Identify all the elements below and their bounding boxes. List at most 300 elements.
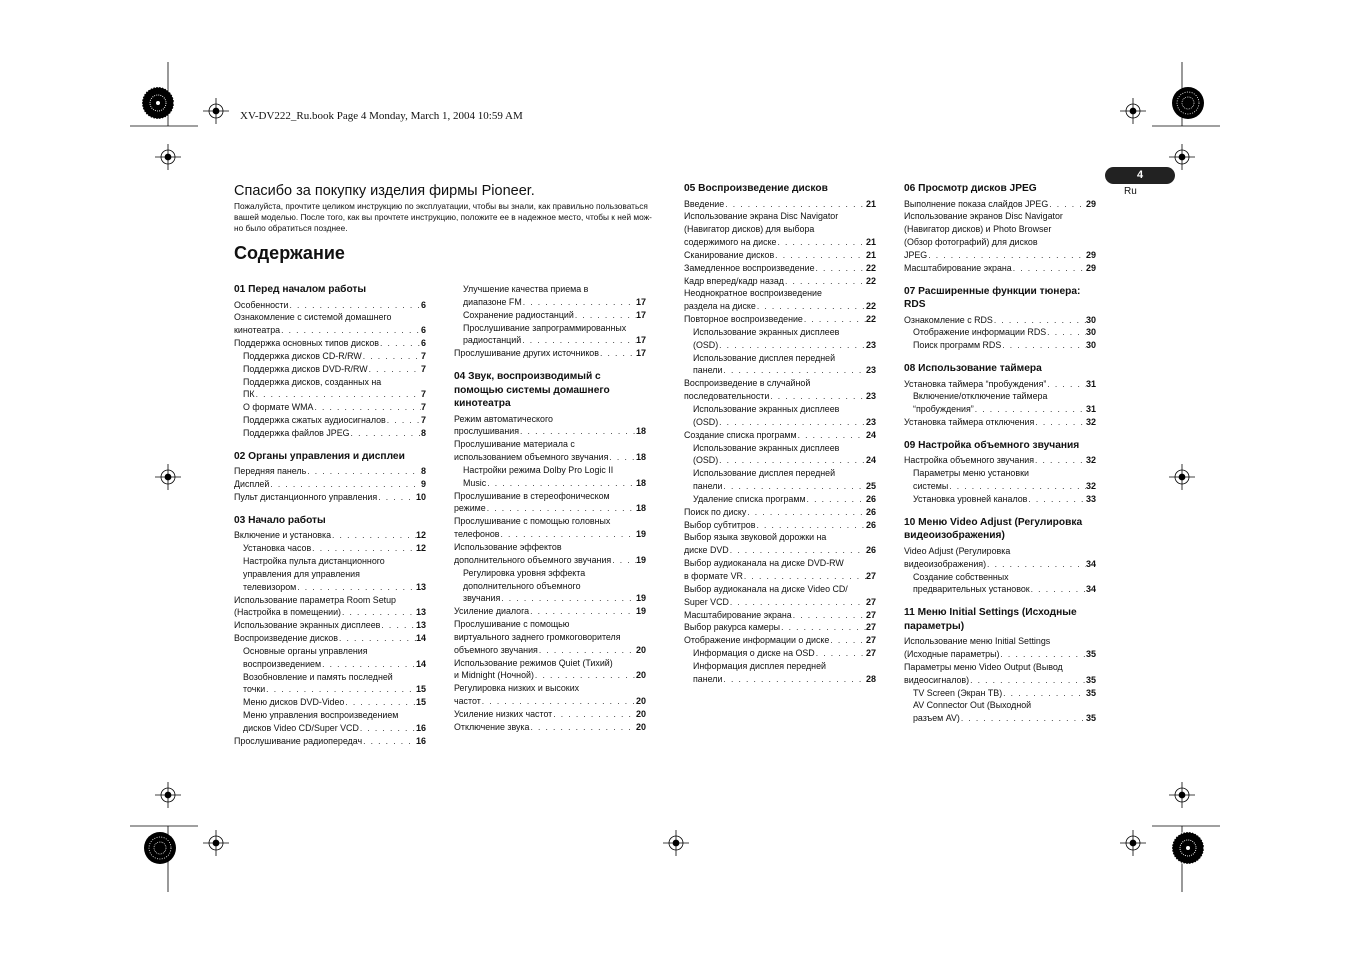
toc-entry-text: Использование экранных дисплеев (693, 442, 840, 453)
toc-entry-text: Установка часов (243, 543, 312, 554)
toc-page-number: 16 (415, 735, 426, 746)
toc-page-number: 20 (635, 696, 646, 707)
toc-section-title: 09 Настройка объемного звучания (904, 439, 1080, 451)
dot-leader (321, 658, 416, 671)
dot-leader (611, 554, 636, 567)
dot-leader (500, 528, 636, 541)
toc-entry-text: Масштабирование экрана (684, 609, 792, 620)
toc-entry[interactable] (684, 531, 876, 557)
dot-leader (386, 414, 421, 427)
starburst-bl-icon (144, 832, 176, 864)
toc-entry[interactable] (684, 493, 876, 506)
toc-page-number: 13 (415, 581, 426, 592)
toc-entry[interactable] (234, 350, 426, 363)
toc-section (904, 439, 1096, 506)
toc-entry[interactable] (684, 506, 876, 519)
toc-entry-text: Поддержка файлов JPEG (243, 427, 350, 438)
toc-entry[interactable] (234, 311, 426, 337)
toc-page-number: 6 (420, 338, 426, 349)
toc-entry[interactable] (904, 635, 1096, 661)
toc-entry-text: последовательности (684, 391, 770, 402)
toc-entry-text: кинотеатра (234, 325, 281, 336)
dot-leader (829, 634, 866, 647)
toc-entry[interactable] (234, 427, 426, 440)
toc-page-number: 26 (865, 519, 876, 530)
toc-page-number: 7 (420, 389, 426, 400)
toc-entry[interactable] (454, 438, 646, 464)
toc-column-3 (684, 180, 876, 686)
toc-entry[interactable] (454, 309, 646, 322)
toc-entry[interactable] (684, 198, 876, 211)
dot-leader (1030, 583, 1086, 596)
toc-entry-text: ПК (243, 389, 255, 400)
dot-leader (743, 570, 866, 583)
dot-leader (784, 275, 866, 288)
toc-entry-text: точки (243, 684, 266, 695)
toc-entry-text: телефонов (454, 529, 500, 540)
dot-leader (534, 669, 636, 682)
toc-page-number: 25 (865, 481, 876, 492)
dot-leader (529, 721, 636, 734)
toc-entry[interactable] (684, 442, 876, 468)
toc-entry-text: видеоизображения) (904, 558, 987, 569)
dot-leader (948, 480, 1086, 493)
dot-leader (1001, 339, 1086, 352)
toc-entry[interactable] (454, 322, 646, 348)
toc-page-number: 19 (635, 606, 646, 617)
toc-entry-text: (Настройка в помещении) (234, 607, 341, 618)
toc-entry[interactable] (904, 687, 1096, 700)
dot-leader (792, 609, 866, 622)
toc-entry[interactable] (904, 545, 1096, 571)
toc-entry-text: О формате WMA (243, 402, 314, 413)
dot-leader (780, 621, 866, 634)
page-number-tab: 4 (1105, 167, 1175, 184)
toc-page-number: 7 (420, 402, 426, 413)
toc-entry[interactable] (234, 529, 426, 542)
toc-entry-text: Сохранение радиостанций (463, 309, 574, 320)
toc-entry-text: TV Screen (Экран ТВ) (913, 687, 1003, 698)
toc-entry[interactable] (684, 429, 876, 442)
toc-entry-text: Выбор языка звуковой дорожки на (684, 532, 827, 543)
toc-entry[interactable] (684, 519, 876, 532)
toc-entry[interactable] (454, 464, 646, 490)
toc-entry[interactable] (454, 721, 646, 734)
toc-entry[interactable] (454, 682, 646, 708)
toc-section-title: 08 Использование таймера (904, 363, 1042, 375)
toc-entry-text: Использование экранных дисплеев (234, 620, 381, 631)
toc-entry-text: воспроизведением (243, 658, 322, 669)
toc-entry[interactable] (234, 299, 426, 312)
toc-page-number: 32 (1085, 455, 1096, 466)
toc-entry-text: Выбор ракурса камеры (684, 622, 781, 633)
toc-page-number: 30 (1085, 327, 1096, 338)
toc-section (234, 514, 426, 748)
toc-entry[interactable] (234, 619, 426, 632)
contents-title: Содержание (234, 243, 345, 263)
toc-entry-text: Усиление диалога (454, 606, 530, 617)
dot-leader (797, 429, 866, 442)
toc-entry[interactable] (234, 632, 426, 645)
toc-entry-text: Регулировка уровня эффекта (463, 567, 586, 578)
toc-entry-text: JPEG (904, 249, 928, 260)
toc-section (234, 283, 426, 440)
toc-entry-text: Использование эффектов (454, 542, 562, 552)
toc-entry-text: дополнительного объемного звучания (454, 554, 612, 565)
toc-page-number: 14 (415, 633, 426, 644)
dot-leader (380, 619, 416, 632)
dot-leader (362, 735, 416, 748)
toc-entry[interactable] (904, 262, 1096, 275)
dot-leader (1034, 416, 1086, 429)
toc-entry-text: Масштабирование экрана (904, 262, 1012, 273)
dot-leader (599, 347, 636, 360)
toc-entry[interactable] (454, 567, 646, 606)
toc-entry-text: Выбор аудиоканала на диске DVD-RW (684, 558, 844, 569)
dot-leader (500, 592, 636, 605)
toc-page-number: 8 (420, 466, 426, 477)
dot-leader (306, 465, 421, 478)
toc-entry[interactable] (684, 287, 876, 313)
toc-entry-text: Создание собственных (913, 571, 1009, 582)
dot-leader (806, 493, 866, 506)
starburst-tr-icon (1172, 87, 1204, 119)
toc-page-number: 20 (635, 721, 646, 732)
toc-entry-text: Прослушивание радиопередач (234, 735, 363, 746)
dot-leader (974, 403, 1086, 416)
toc-entry-text: Установка уровней каналов (913, 494, 1028, 504)
toc-entry[interactable] (904, 210, 1096, 261)
dot-leader (969, 674, 1086, 687)
toc-entry[interactable] (684, 634, 876, 647)
toc-page-number: 23 (865, 416, 876, 427)
toc-entry-text: Поддержка дисков DVD-R/RW (243, 363, 368, 374)
toc-entry-text: Сканирование дисков (684, 249, 775, 260)
toc-entry-text: Использование экрана Disc Navigator (684, 211, 839, 222)
toc-entry-text: Передняя панель (234, 466, 307, 477)
toc-entry[interactable] (234, 376, 426, 402)
dot-leader (1034, 454, 1086, 467)
dot-leader (729, 544, 866, 557)
dot-leader (1046, 326, 1086, 339)
toc-page-number: 31 (1085, 404, 1096, 415)
toc-entry-text: Неоднократное воспроизведение (684, 288, 822, 299)
toc-entry-text: Super VCD (684, 596, 729, 607)
toc-entry[interactable] (904, 339, 1096, 352)
toc-page-number: 23 (865, 339, 876, 350)
toc-entry-text: Режим автоматического (454, 413, 553, 424)
toc-entry-text: Усиление низких частот (454, 708, 553, 719)
toc-entry-text: Использование режимов Quiet (Тихий) (454, 657, 613, 668)
toc-entry-text: (OSD) (693, 339, 719, 350)
toc-entry-text: Дисплей (234, 479, 270, 490)
toc-page-number: 33 (1085, 494, 1096, 504)
toc-column-2 (454, 281, 646, 734)
intro-title: Спасибо за покупку изделия фирмы Pioneer. (234, 183, 535, 199)
toc-page-number: 24 (865, 429, 876, 440)
toc-entry-text: Использование параметра Room Setup (234, 594, 396, 605)
toc-entry-text: использованием объемного звучания (454, 452, 609, 463)
dot-leader (722, 364, 866, 377)
dot-leader (718, 454, 866, 467)
toc-entry[interactable] (684, 313, 876, 326)
toc-entry[interactable] (454, 657, 646, 683)
toc-entry[interactable] (684, 352, 876, 378)
toc-entry-text: Улучшение качества приема в (463, 284, 589, 294)
toc-section-title: 06 Просмотр дисков JPEG (904, 183, 1037, 194)
toc-entry[interactable] (684, 583, 876, 609)
toc-entry-text: (OSD) (693, 416, 719, 427)
starburst-tl-icon (142, 87, 174, 119)
toc-entry[interactable] (234, 542, 426, 555)
toc-entry[interactable] (684, 249, 876, 262)
toc-entry-text: Отключение звука (454, 721, 530, 732)
toc-page-number: 23 (865, 365, 876, 376)
toc-page-number: 15 (415, 697, 426, 708)
dot-leader (311, 542, 416, 555)
toc-entry-text: Отображение информации о диске (684, 635, 830, 646)
dot-leader (1027, 493, 1086, 506)
dot-leader (718, 416, 866, 429)
toc-entry-text: управления для управления (243, 568, 360, 579)
toc-entry-text: Настройка пульта дистанционного (243, 556, 385, 566)
toc-page-number: 35 (1085, 687, 1096, 698)
toc-entry-text: разъем AV) (913, 713, 960, 724)
dot-leader (1048, 198, 1086, 211)
toc-page-number: 17 (635, 309, 646, 320)
toc-entry-text: предварительных установок (913, 584, 1030, 595)
toc-entry-text: Установка таймера отключения (904, 417, 1035, 428)
toc-page-number: 22 (865, 262, 876, 273)
toc-entry-text: (Обзор фотографий) для дисков (904, 237, 1038, 248)
toc-entry[interactable] (234, 465, 426, 478)
toc-entry-text: Использование экранных дисплеев (693, 404, 840, 414)
toc-entry-text: содержимого на диске (684, 237, 777, 248)
toc-entry-text: системы (913, 481, 949, 492)
toc-section (904, 285, 1096, 353)
toc-entry[interactable] (904, 467, 1096, 493)
dot-leader (255, 388, 421, 401)
toc-entry-text: Включение/отключение таймера (913, 391, 1048, 402)
toc-entry[interactable] (234, 555, 426, 594)
toc-entry[interactable] (454, 490, 646, 516)
toc-entry[interactable] (904, 571, 1096, 597)
toc-entry[interactable] (234, 337, 426, 350)
dot-leader (608, 451, 636, 464)
toc-entry-text: Выбор субтитров (684, 519, 756, 530)
toc-page-number: 13 (415, 620, 426, 631)
toc-section (904, 516, 1096, 596)
toc-entry[interactable] (454, 283, 646, 309)
dot-leader (344, 696, 416, 709)
toc-entry[interactable] (904, 699, 1096, 725)
toc-entry-text: панели (693, 365, 723, 376)
dot-leader (529, 605, 636, 618)
dot-leader (359, 722, 416, 735)
toc-page-number: 23 (865, 391, 876, 402)
toc-entry[interactable] (904, 314, 1096, 327)
toc-entry[interactable] (904, 493, 1096, 506)
toc-page-number: 26 (865, 493, 876, 504)
toc-page-number: 18 (635, 503, 646, 514)
toc-entry[interactable] (684, 609, 876, 622)
toc-page-number: 35 (1085, 649, 1096, 660)
toc-page-number: 20 (635, 670, 646, 681)
toc-page-number: 35 (1085, 713, 1096, 724)
dot-leader (350, 427, 421, 440)
toc-page-number: 26 (865, 545, 876, 556)
toc-entry[interactable] (454, 515, 646, 541)
toc-entry[interactable] (904, 378, 1096, 391)
toc-page-number: 7 (420, 363, 426, 374)
toc-entry[interactable] (904, 661, 1096, 687)
toc-entry[interactable] (904, 390, 1096, 416)
toc-entry-text: Video Adjust (Регулировка (904, 545, 1011, 556)
toc-entry[interactable] (454, 605, 646, 618)
toc-entry-text: Поиск программ RDS (913, 340, 1002, 351)
dot-leader (280, 324, 421, 337)
toc-entry-text: Воспроизведение дисков (234, 633, 338, 644)
toc-entry-text: Использование дисплея передней (693, 468, 836, 479)
toc-entry[interactable] (234, 363, 426, 376)
toc-section (904, 182, 1096, 275)
toc-entry-text: Прослушивание других источников (454, 348, 599, 359)
dot-leader (486, 477, 636, 490)
toc-page-number: 29 (1085, 249, 1096, 260)
toc-entry-text: Поддержка основных типов дисков (234, 338, 380, 349)
toc-entry[interactable] (234, 696, 426, 709)
toc-entry[interactable] (234, 491, 426, 504)
toc-entry[interactable] (684, 557, 876, 583)
toc-section-title: 07 Расширенные функции тюнера: RDS (904, 285, 1081, 311)
toc-entry[interactable] (234, 414, 426, 427)
toc-page-number: 27 (865, 635, 876, 646)
dot-leader (338, 632, 416, 645)
dot-leader (815, 647, 866, 660)
toc-entry-text: Прослушивание материала с (454, 439, 575, 450)
dot-leader (1012, 262, 1086, 275)
toc-section (454, 283, 646, 360)
toc-entry[interactable] (684, 210, 876, 249)
toc-entry-text: (OSD) (693, 455, 719, 466)
toc-entry-text: раздела на диске (684, 301, 756, 312)
toc-entry[interactable] (234, 478, 426, 491)
language-label: Ru (1124, 186, 1137, 197)
toc-entry-text: Поддержка дисков, созданных на (243, 376, 382, 387)
dot-leader (481, 695, 636, 708)
dot-leader (777, 236, 866, 249)
toc-entry[interactable] (684, 403, 876, 429)
toc-entry-text: (Навигатор дисков) и Photo Browser (904, 224, 1052, 235)
toc-page-number: 19 (635, 554, 646, 565)
toc-entry[interactable] (234, 735, 426, 748)
toc-entry[interactable] (454, 708, 646, 721)
toc-page-number: 21 (865, 237, 876, 248)
toc-page-number: 6 (420, 325, 426, 336)
toc-page-number: 35 (1085, 674, 1096, 685)
toc-entry-text: дисков Video CD/Super VCD (243, 722, 359, 733)
toc-page-number: 24 (865, 455, 876, 466)
toc-entry[interactable] (904, 326, 1096, 339)
toc-entry-text: Повторное воспроизведение (684, 314, 803, 325)
toc-page-number: 27 (865, 622, 876, 633)
toc-page-number: 27 (865, 570, 876, 581)
dot-leader (538, 644, 636, 657)
toc-entry[interactable] (234, 645, 426, 671)
toc-entry-text: Настройки режима Dolby Pro Logic II (463, 464, 614, 475)
toc-entry[interactable] (684, 275, 876, 288)
toc-page-number: 7 (420, 415, 426, 426)
toc-entry[interactable] (904, 454, 1096, 467)
toc-entry-text: Использование дисплея передней (693, 352, 836, 363)
toc-entry[interactable] (454, 618, 646, 657)
toc-entry-text: Отображение информации RDS (913, 327, 1047, 338)
toc-section (454, 370, 646, 734)
dot-leader (269, 478, 421, 491)
toc-entry-text: Информация о диске на OSD (693, 648, 815, 659)
toc-entry[interactable] (684, 621, 876, 634)
toc-entry[interactable] (684, 660, 876, 686)
toc-entry[interactable] (684, 326, 876, 352)
toc-entry[interactable] (684, 647, 876, 660)
toc-entry[interactable] (904, 416, 1096, 429)
toc-entry[interactable] (454, 541, 646, 567)
toc-entry-text: Ознакомление с RDS (904, 314, 993, 325)
toc-entry-text: телевизором (243, 581, 297, 592)
toc-page-number: 7 (420, 350, 426, 361)
toc-section-title: 02 Органы управления и дисплеи (234, 450, 405, 462)
toc-page-number: 26 (865, 506, 876, 517)
toc-section (234, 450, 426, 504)
toc-page-number: 34 (1085, 558, 1096, 569)
toc-page-number: 21 (865, 249, 876, 260)
dot-leader (746, 506, 866, 519)
toc-entry-text: Настройка объемного звучания (904, 455, 1034, 466)
toc-entry[interactable] (904, 198, 1096, 211)
toc-entry[interactable] (234, 401, 426, 414)
toc-entry[interactable] (684, 262, 876, 275)
toc-entry[interactable] (234, 594, 426, 620)
toc-entry[interactable] (454, 413, 646, 439)
dot-leader (999, 648, 1086, 661)
toc-entry-text: Информация дисплея передней (693, 660, 826, 671)
toc-entry-text: Ознакомление с системой домашнего (234, 312, 392, 323)
toc-section-title: 03 Начало работы (234, 514, 326, 526)
toc-entry-text: и Midnight (Ночной) (454, 670, 534, 681)
toc-entry[interactable] (684, 467, 876, 493)
toc-entry-text: Прослушивание с помощью (454, 619, 570, 630)
toc-page-number: 12 (415, 543, 426, 554)
toc-entry[interactable] (684, 377, 876, 403)
dot-leader (769, 390, 866, 403)
toc-entry-text: панели (693, 673, 723, 684)
dot-leader (521, 334, 636, 347)
toc-section (904, 606, 1096, 725)
toc-entry-text: Выбор аудиоканала на диске Video CD/ (684, 583, 848, 594)
toc-entry[interactable] (234, 671, 426, 697)
toc-entry-text: Прослушивание запрограммированных (463, 322, 627, 333)
toc-page-number: 18 (635, 477, 646, 488)
toc-page-number: 27 (865, 648, 876, 659)
dot-leader (1002, 687, 1086, 700)
toc-page-number: 17 (635, 296, 646, 307)
dot-leader (803, 313, 866, 326)
toc-entry[interactable] (454, 347, 646, 360)
dot-leader (724, 198, 866, 211)
toc-entry-text: Прослушивание с помощью головных (454, 516, 611, 527)
toc-entry[interactable] (234, 709, 426, 735)
toc-entry-text: Параметры меню Video Output (Вывод (904, 661, 1063, 672)
